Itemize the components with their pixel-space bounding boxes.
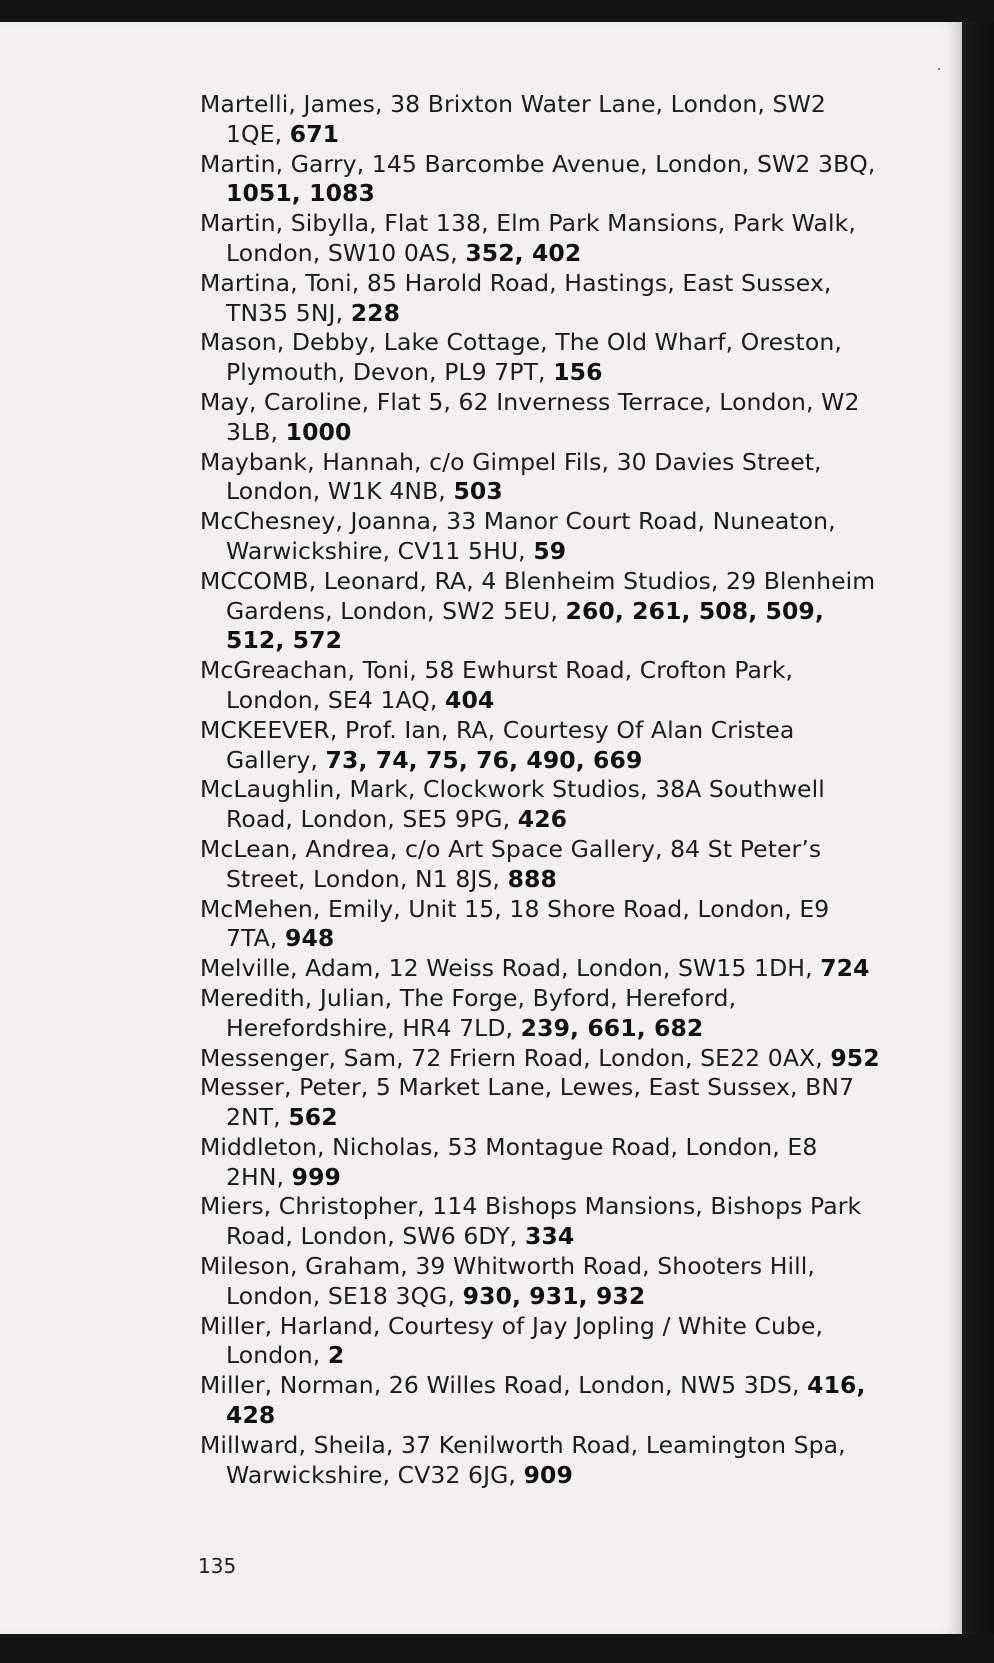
page-refs: 404: [445, 685, 495, 714]
page-refs: 948: [285, 924, 335, 953]
index-entry: Meredith, Julian, The Forge, Byford, Hereford, Herefordshire, HR4 7LD, 239, 661, 682: [200, 983, 737, 1042]
index-entry: McGreachan, Toni, 58 Ewhurst Road, Crofton Park, London, SE4 1AQ, 404: [200, 656, 794, 714]
index-entry: Middleton, Nicholas, 53 Montague Road, London, E8 2HN, 999: [200, 1132, 818, 1191]
index-entry: Maybank, Hannah, c/o Gimpel Fils, 30 Davies Street, London, W1K 4NB, 503: [200, 447, 822, 506]
index-entry: Martina, Toni, 85 Harold Road, Hastings, East Sussex, TN35 5NJ, 228: [200, 268, 832, 327]
index-entry: Mileson, Graham, 39 Whitworth Road, Shooters Hill, London, SE18 3QG, 930, 931, 932: [200, 1252, 815, 1310]
page-refs: 73, 74, 75, 76, 490, 669: [325, 745, 643, 774]
page-refs: 334: [524, 1222, 575, 1251]
page-refs: 239, 661, 682: [520, 1013, 704, 1042]
page-refs: 724: [820, 954, 870, 983]
page-refs: 503: [453, 477, 503, 506]
index-entry: Martin, Sibylla, Flat 138, Elm Park Mansions, Park Walk, London, SW10 0AS, 352, 402: [200, 209, 856, 267]
page-refs: 888: [507, 864, 557, 893]
page-refs: 930, 931, 932: [462, 1281, 646, 1310]
page-refs: 228: [350, 298, 401, 327]
speck: [938, 68, 940, 70]
index-entry: Miller, Harland, Courtesy of Jay Jopling / White Cube, London, 2: [200, 1311, 824, 1370]
page-edge-shadow: [962, 22, 994, 1634]
index-entry: Messenger, Sam, 72 Friern Road, London, SE22 0AX, 952: [200, 1043, 880, 1072]
index-entry: Millward, Sheila, 37 Kenilworth Road, Leamington Spa, Warwickshire, CV32 6JG, 909: [200, 1430, 846, 1489]
page-refs: 952: [830, 1043, 880, 1072]
page-refs: 2: [327, 1341, 345, 1370]
page-refs: 999: [291, 1162, 342, 1191]
index-entry: Martin, Garry, 145 Barcombe Avenue, London, SW2 3BQ, 1051, 1083: [200, 149, 876, 208]
index-entry: McLean, Andrea, c/o Art Space Gallery, 84 St Peter’s Street, London, N1 8JS, 888: [200, 834, 822, 893]
index-entry: MCCOMB, Leonard, RA, 4 Blenheim Studios, 29 Blenheim Gardens, London, SW2 5EU, 260, 261, 508, 509, 512, 572: [200, 566, 876, 655]
index-list: [200, 90, 880, 1490]
index-entry: May, Caroline, Flat 5, 62 Inverness Terrace, London, W2 3LB, 1000: [200, 387, 860, 446]
page-refs: 260, 261, 508, 509, 512, 572: [226, 596, 824, 655]
index-entry: Miller, Norman, 26 Willes Road, London, NW5 3DS, 416, 428: [200, 1371, 866, 1430]
page-refs: 156: [553, 358, 603, 387]
page-refs: 671: [289, 119, 340, 148]
index-entry: Melville, Adam, 12 Weiss Road, London, SW15 1DH, 724: [200, 954, 870, 983]
index-entry: McLaughlin, Mark, Clockwork Studios, 38A Southwell Road, London, SE5 9PG, 426: [200, 775, 825, 834]
index-entry: McChesney, Joanna, 33 Manor Court Road, Nuneaton, Warwickshire, CV11 5HU, 59: [200, 507, 836, 565]
page-refs: 59: [533, 536, 567, 565]
index-entry: Miers, Christopher, 114 Bishops Mansions, Bishops Park Road, London, SW6 6DY, 334: [200, 1192, 862, 1251]
index-entry: McMehen, Emily, Unit 15, 18 Shore Road, London, E9 7TA, 948: [200, 894, 830, 953]
page-refs: 909: [523, 1460, 573, 1489]
page-refs: 1051, 1083: [226, 179, 375, 208]
index-entry: Messer, Peter, 5 Market Lane, Lewes, East Sussex, BN7 2NT, 562: [200, 1073, 855, 1132]
page-number: 135: [198, 1554, 237, 1578]
index-entry: Martelli, James, 38 Brixton Water Lane, London, SW2 1QE, 671: [200, 90, 826, 148]
page-refs: 416, 428: [226, 1371, 866, 1430]
index-entry: Mason, Debby, Lake Cottage, The Old Wharf, Oreston, Plymouth, Devon, PL9 7PT, 156: [200, 328, 842, 387]
index-entry: MCKEEVER, Prof. Ian, RA, Courtesy Of Alan Cristea Gallery, 73, 74, 75, 76, 490, 669: [200, 715, 795, 774]
page-refs: 352, 402: [465, 238, 582, 267]
page-refs: 562: [288, 1103, 338, 1132]
page-refs: 1000: [285, 417, 352, 446]
page-refs: 426: [517, 805, 568, 834]
